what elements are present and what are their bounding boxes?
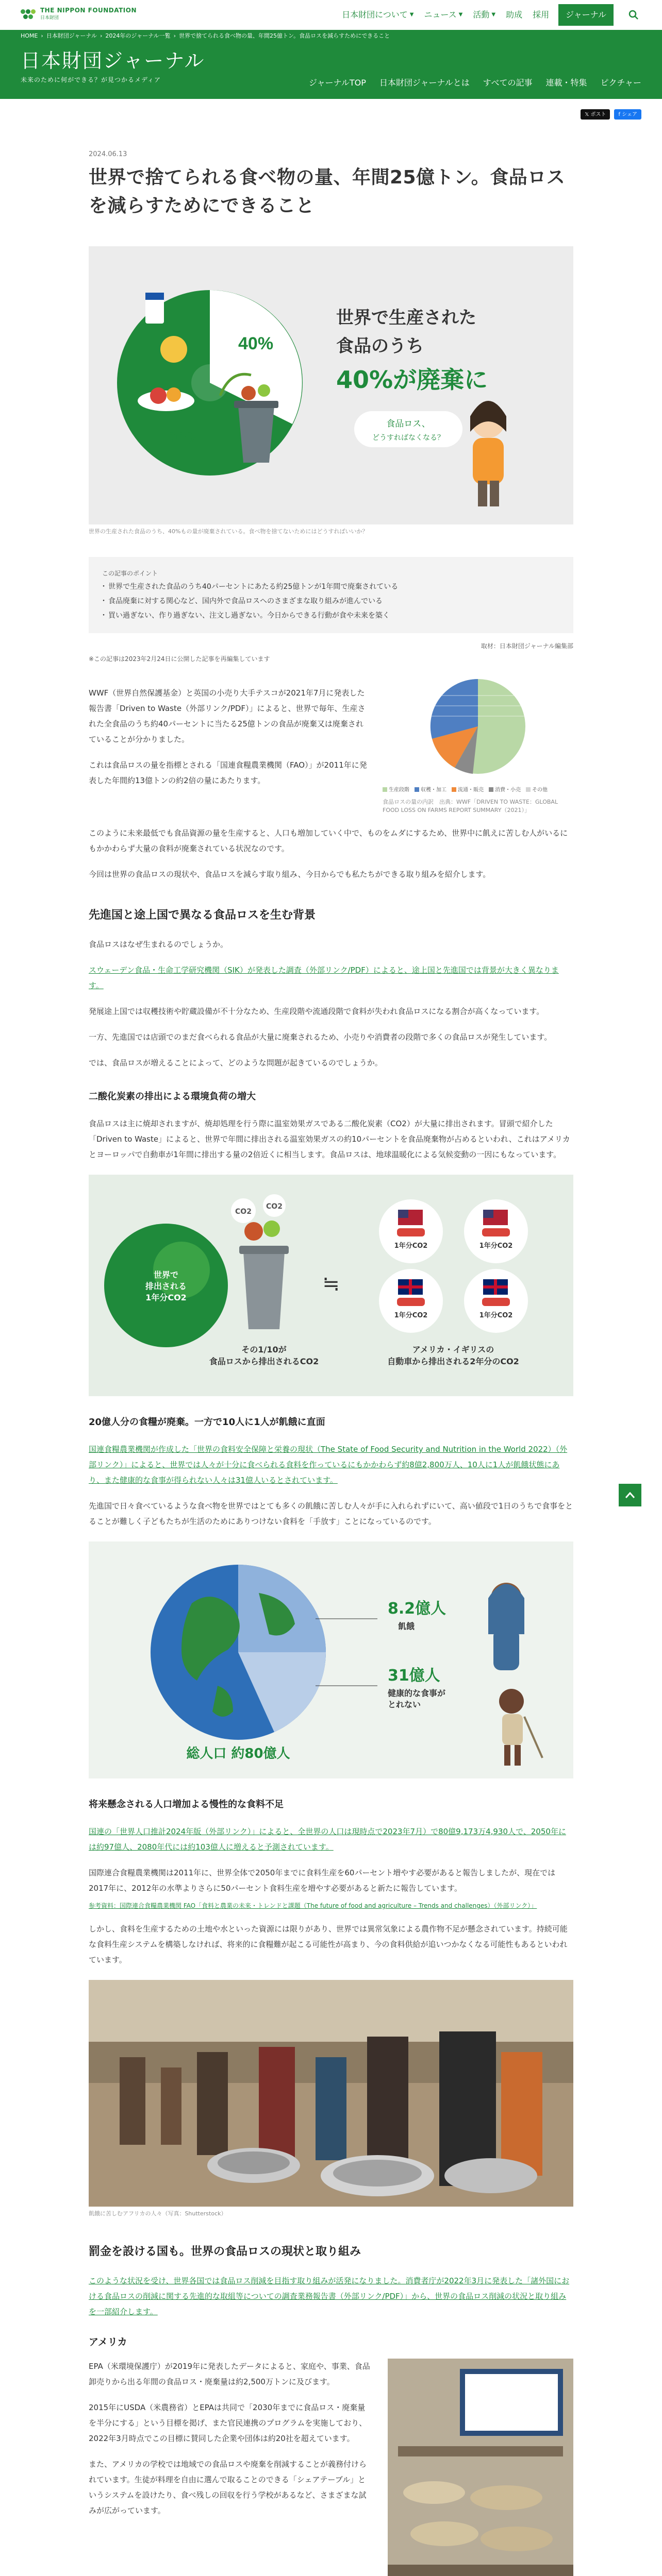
hero-graphic <box>89 246 573 524</box>
hero-heading1: 世界で生産された <box>336 308 476 329</box>
menu-activities[interactable]: 活動 ▼ <box>473 9 496 20</box>
link-fao-future[interactable]: 参考資料：国際連合食糧農業機関 FAO「食料と農業の未来・トレンドと課題（The future of food and agriculture – Trends and challenges）（外部リンク）」 <box>89 1902 537 1910</box>
share-facebook-button[interactable]: f シェア <box>614 109 641 120</box>
paragraph: 食品ロスは主に焼却されますが、焼却処理を行う際に温室効果ガスである二酸化炭素（CO2）が大量に排出されます。冒頭で紹介した「Driven to Waste」によると、世界で年間に排出される温室効果ガスの約10パーセントを食品廃棄物が占めるといわれ、これはアメリカとヨーロッパで自動車が1年間に排出する量の2倍近くに相当します。食品ロスは、地球温暖化による気候変動の一因にもなっています。 <box>89 1118 570 1159</box>
menu-news[interactable]: ニュース ▼ <box>424 9 463 20</box>
intro-paragraph-4: 今回は世界の食品ロスの現状や、食品ロスを減らす取り組み、今日からでも私たちができる取り組みを紹介します。 <box>89 869 491 879</box>
paragraph: EPA（米環境保護庁）が2019年に発表したデータによると、家庭や、事業、食品卸売りから出る年間の食品ロス・廃棄量は約2,500万トンに及びます。 <box>89 2361 370 2386</box>
summary-box <box>89 557 573 633</box>
chevron-right-icon: › <box>173 32 176 39</box>
pie-figure <box>383 675 573 815</box>
chevron-down-icon: ▼ <box>491 12 496 18</box>
reference-note <box>89 1901 573 1911</box>
paragraph <box>89 2273 573 2319</box>
link-cao-report[interactable]: このような状況を受け、世界各国では食品ロス削減を目指す取り組みが活発になりました。消費者庁が2022年3月に発表した「諸外国における食品ロスの削減に関する先進的な取組等についての調査業務報告書（外部リンク/PDF）」から、世界の食品ロス削減の状況と取り組みを一部紹介します。 <box>89 2276 570 2316</box>
article-title: 世界で捨てられる食べ物の量、年間25億トン。食品ロスを減らすためにできること <box>89 166 566 217</box>
logo-mark-icon <box>21 9 36 21</box>
car-label: 1年分CO2 <box>479 1242 513 1250</box>
site-header <box>0 0 662 30</box>
chevron-right-icon: › <box>41 32 43 39</box>
paragraph: また、アメリカの学校では地域での食品ロスや廃棄を削減することが義務付けられています。生徒が料理を自由に選んで取ることのできる「シェアテーブル」というシステムを設けたり、食べ残しの回収を行う学校があるなど、さまざまな試みが広がっています。 <box>89 2459 367 2515</box>
legend-item: 生産段階 <box>383 785 409 795</box>
poor-diet-label2: とれない <box>388 1700 421 1710</box>
hunger-count: 8.2億人 <box>388 1600 446 1618</box>
chevron-up-icon <box>625 1492 635 1498</box>
journal-nav <box>309 75 641 91</box>
legend-item: 流通・販売 <box>452 785 484 795</box>
journal-nav-all[interactable]: すべての記事 <box>483 78 533 88</box>
menu-about[interactable]: 日本財団について ▼ <box>342 9 414 20</box>
intro-with-figure <box>89 675 573 815</box>
paragraph: 先進国で日々食べているような食べ物を世界ではとても多くの飢餓に苦しむ人々が手に入れられずにいて、高い値段で1日のうちで食事をとることが難しく子どもたちが生活のためにありつけない食料を「手放す」ことになっているのです。 <box>89 1501 573 1527</box>
info-bottom-label2: 食品ロスから排出されるCO2 <box>209 1356 319 1366</box>
facebook-icon: f <box>618 111 622 117</box>
paragraph <box>89 1442 573 1488</box>
info-left-label2: 排出される <box>145 1281 187 1291</box>
share-row <box>0 99 662 124</box>
co2-bubble: CO2 <box>235 1207 252 1216</box>
co2-bubble: CO2 <box>266 1202 283 1211</box>
paragraph: 食品ロスはなぜ生まれるのでしょうか。 <box>89 939 228 949</box>
journal-nav-picture[interactable]: ピクチャー <box>600 78 641 88</box>
poor-diet-label1: 健康的な食事が <box>388 1688 446 1699</box>
logo-sub: 日本財団 <box>40 15 59 21</box>
world-graphic <box>89 1541 573 1778</box>
subsection-heading: 将来懸念される人口増加よる慢性的な食料不足 <box>89 1799 284 1810</box>
back-to-top-button[interactable] <box>619 1484 641 1506</box>
legend-item: その他 <box>526 785 548 795</box>
info-left-label3: 1年分CO2 <box>145 1292 187 1302</box>
photo-caption: 飢餓に苦しむアフリカの人々（写真：Shutterstock） <box>89 2210 227 2217</box>
summary-point: ・ 世界で生産された食品のうち40パーセントにあたる約25億トンが1年間で廃棄されている <box>102 580 560 594</box>
x-icon: 𝕏 <box>585 111 591 117</box>
chevron-down-icon: ▼ <box>458 12 463 18</box>
hero-heading2: 食品のうち <box>336 336 424 357</box>
paragraph: では、食品ロスが増えることによって、どのような問題が起きているのでしょうか。 <box>89 1058 383 1067</box>
journal-nav-about[interactable]: 日本財団ジャーナルとは <box>379 78 470 88</box>
share-table-photo <box>388 2359 573 2576</box>
car-label: 1年分CO2 <box>394 1311 428 1319</box>
top-menu <box>341 4 641 26</box>
info-left-label1: 世界で <box>153 1269 179 1280</box>
hero-illustration <box>89 246 573 524</box>
byline: 取材：日本財団ジャーナル編集部 <box>481 642 573 650</box>
hero-heading3: 40%が廃棄に <box>336 366 488 394</box>
journal-nav-series[interactable]: 連載・特集 <box>545 78 587 88</box>
car-label: 1年分CO2 <box>479 1311 513 1319</box>
paragraph <box>89 1824 573 1855</box>
paragraph: 2015年にUSDA（米農務省）とEPAは共同で「2030年までに食品ロス・廃棄量を半分にする」という目標を掲げ、また官民連携のプログラムを実施しており、2022年3月時点でこの目標に賛同した企業や団体は約20社を超えています。 <box>89 2402 367 2443</box>
country-heading-us: アメリカ <box>89 2336 127 2348</box>
search-icon[interactable] <box>626 7 641 23</box>
car-label: 1年分CO2 <box>394 1242 428 1250</box>
summary-point: ・ 買い過ぎない、作り過ぎない、注文し過ぎない。今日からできる行動が食や未来を築く <box>102 608 560 623</box>
breadcrumb <box>0 30 662 42</box>
menu-journal[interactable]: ジャーナル <box>558 4 614 26</box>
intro-paragraph-3: このように未来最低でも食品資源の量を生産すると、人口も増加していく中で、ものをムダにするため、世界中に飢えに苦しむ人がいるにもかかわらず大量の食料が廃棄されている状況なのです。 <box>89 828 568 853</box>
pie-chart <box>383 675 573 778</box>
breadcrumb-year[interactable]: 2024年のジャーナル一覧 <box>105 32 171 39</box>
chevron-right-icon: › <box>100 32 103 39</box>
hero-bubble2: どうすればなくなる？ <box>372 434 444 443</box>
breadcrumb-home[interactable]: HOME <box>21 32 38 39</box>
hero-pct-right: 40% <box>238 334 274 354</box>
co2-graphic <box>89 1175 573 1396</box>
section-heading: 罰金を設ける国も。世界の食品ロスの現状と取り組み <box>89 2245 361 2258</box>
breadcrumb-journal[interactable]: 日本財団ジャーナル <box>46 32 97 39</box>
menu-recruit[interactable]: 採用 <box>533 9 550 20</box>
legend-item: 消費・小売 <box>489 785 521 795</box>
subsection-heading: 20億人分の食糧が廃棄。一方で10人に1人が飢餓に直面 <box>89 1416 325 1428</box>
hero-bubble1: 食品ロス、 <box>386 419 431 430</box>
world-hunger-infographic <box>89 1541 573 1778</box>
journal-title[interactable]: 日本財団ジャーナル <box>21 49 205 72</box>
info-right-label2: 自動車から排出される2年分のCO2 <box>387 1356 519 1366</box>
journal-header <box>0 42 662 99</box>
link-sik-report[interactable]: スウェーデン食品・生命工学研究機関（SIK）が発表した調査（外部リンク/PDF）によると、途上国と先進国では背景が大きく異なります。 <box>89 965 559 990</box>
summary-point: ・ 食品廃棄に対する関心など、国内外で食品ロスへのさまざまな取り組みが進んでいる <box>102 594 560 608</box>
summary-label: この記事のポイント <box>102 569 158 577</box>
share-table-graphic <box>388 2359 573 2576</box>
paragraph: しかし、食料を生産するための土地や水といった資源には限りがあり、世界では異常気象による農作物不足が懸念されています。持続可能な食料生産システムを構築しなければ、将来的に食糧難が起こる可能性が高まり、今の食料供給が追いつかなくなる可能性もあるといわれています。 <box>89 1924 568 1965</box>
poor-diet-count: 31億人 <box>388 1667 440 1685</box>
hunger-label: 飢餓 <box>398 1621 415 1632</box>
chevron-down-icon: ▼ <box>409 12 414 18</box>
link-world-population[interactable]: 国連の「世界人口推計2024年版（外部リンク）」によると、全世界の人口は現時点で2023年7月）で80億9,173万4,930人で、2050年には約97億人、2080年代には約103億人に増えると予測されています。 <box>89 1827 566 1852</box>
hunger-photo <box>89 1980 573 2207</box>
paragraph: 国際連合食糧農業機関は2011年に、世界全体で2050年までに食料生産を60パーセント増やす必要があると報告しましたが、現在では2017年に、2012年の水準よりさらに50パーセント食料生産を増やす必要があると新たに報告しています。 <box>89 1868 556 1893</box>
info-right-label1: アメリカ・イギリスの <box>412 1344 494 1354</box>
logo-text: THE NIPPON FOUNDATION <box>40 6 137 14</box>
menu-grants[interactable]: 助成 <box>506 9 523 20</box>
paragraph: 発展途上国では収穫技術や貯蔵設備が不十分なため、生産段階や流通段階で食料が失われ食品ロスになる割合が高くなっています。 <box>89 1006 544 1016</box>
intro-paragraph-1: WWF（世界自然保護基金）と英国の小売り大手テスコが2021年7月に発表した報告書「Driven to Waste（外部リンク/PDF）」によると、世界で毎年、生産された全食品のうち約40パーセントに当たる25億トンの食品が廃棄又は廃棄されていることが分かりました。 <box>89 688 366 744</box>
world-total: 総人口 約80億人 <box>186 1746 290 1762</box>
hero-pct-left: 60% <box>166 429 202 449</box>
pie-legend <box>383 785 573 795</box>
paragraph: 一方、先進国では店頭でのまだ食べられる食品が大量に廃棄されるため、小売りや消費者の段階で多くの食品ロスが発生しています。 <box>89 1032 552 1042</box>
info-bottom-label: その1/10が <box>241 1344 287 1354</box>
hero-caption: 世界の生産された食品のうち、40%もの量が廃棄されている。食べ物を捨てないためにはどうすればいいか？ <box>89 528 368 535</box>
subsection-heading: 二酸化炭素の排出による環境負荷の増大 <box>89 1091 256 1102</box>
hunger-photo-graphic <box>89 1980 573 2207</box>
journal-subtitle: 未来のために何ができる？が見つかるメディア <box>21 76 161 83</box>
site-logo[interactable] <box>21 7 263 23</box>
approx-equal-icon: ≒ <box>322 1272 340 1296</box>
breadcrumb-current: 世界で捨てられる食べ物の量、年間25億トン。食品ロスを減らすためにできること <box>179 32 390 39</box>
section-heading: 先進国と途上国で異なる食品ロスを生む背景 <box>89 908 316 922</box>
article <box>89 124 573 2576</box>
legend-item: 収穫・加工 <box>415 785 446 795</box>
journal-nav-top[interactable]: ジャーナルTOP <box>308 78 366 88</box>
us-section <box>89 2359 573 2576</box>
co2-infographic <box>89 1175 573 1396</box>
intro-paragraph-2: これは食品ロスの量を指標とされる「国連食糧農業機関（FAO）」が2011年に発表した年間約13億トンの約2倍の量にあたります。 <box>89 760 367 786</box>
link-sofi-report[interactable]: 国連食糧農業機関が作成した「世界の食料安全保障と栄養の現状（The State of Food Security and Nutrition in the World 2022）（外部リンク）」によると、世界では人々が十分に食べられる食料を作っているにもかかわらず約8億2,800万人、10人に1人が飢餓状態にあり、また健康的な食事が得られない人々は31億人いるとされています。 <box>89 1445 568 1485</box>
pie-caption: 食品ロスの量の内訳 出典：WWF「DRIVEN TO WASTE：GLOBAL FOOD LOSS ON FARMS REPORT SUMMARY（2021）」 <box>383 798 558 814</box>
share-x-button[interactable]: 𝕏 ポスト <box>581 109 610 120</box>
paragraph <box>89 962 573 993</box>
article-date: 2024.06.13 <box>89 150 127 158</box>
update-note: ※この記事は2023年2月24日に公開した記事を再編集しています <box>89 655 270 663</box>
